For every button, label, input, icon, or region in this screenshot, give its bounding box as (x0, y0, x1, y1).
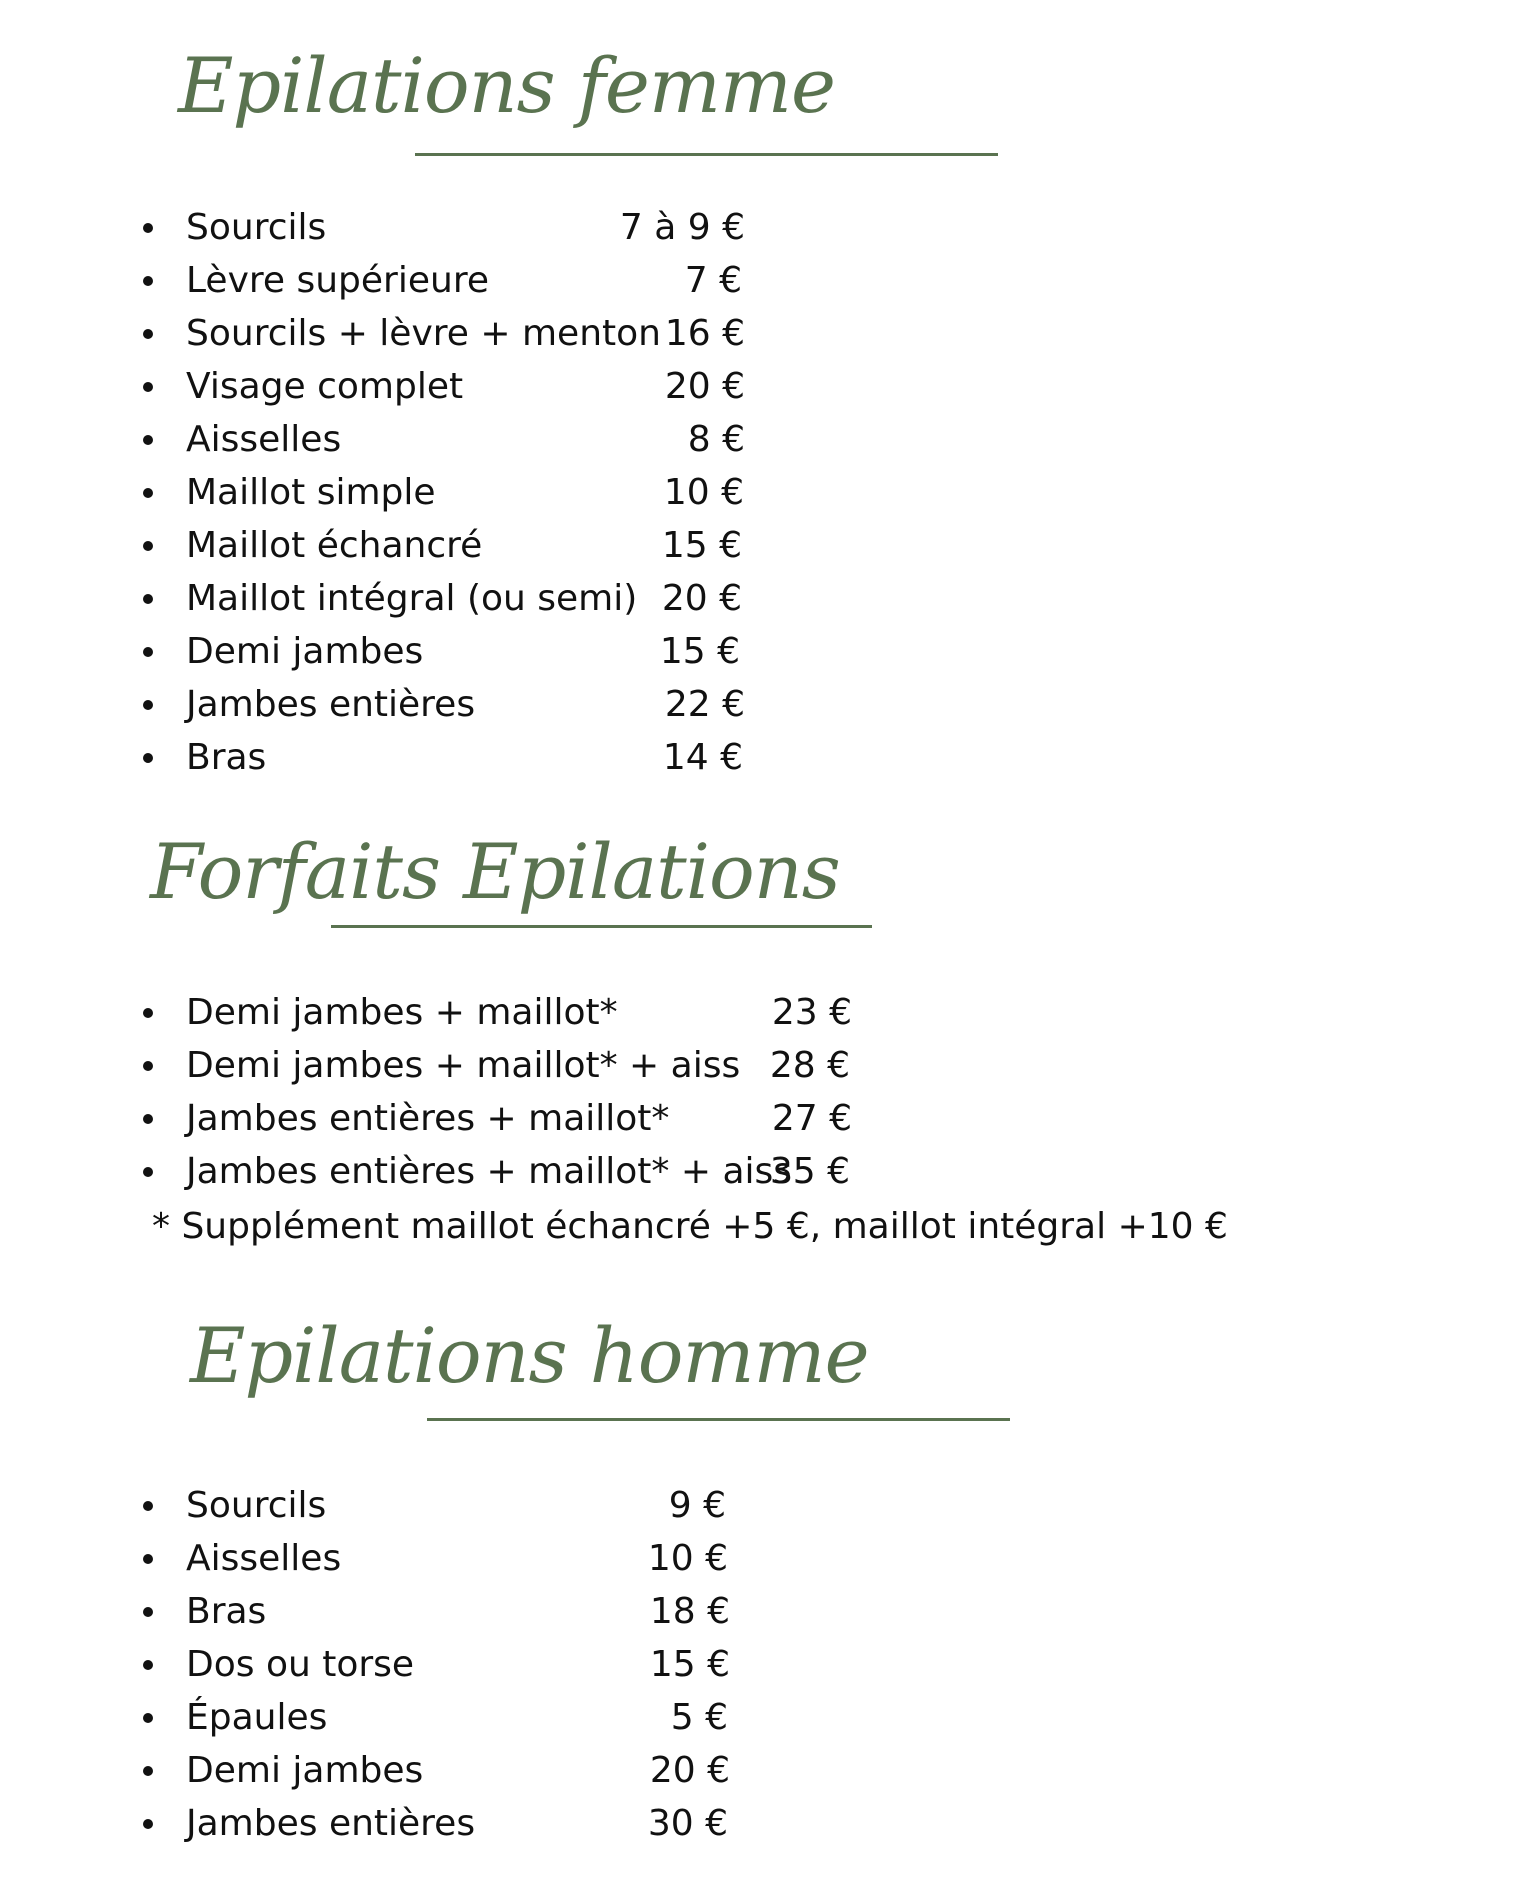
item-label: Jambes entières + maillot* + aiss (186, 1151, 793, 1192)
list-item (0, 254, 800, 307)
item-price: 23 € (771, 992, 852, 1033)
price-list-forfaits (0, 986, 900, 1198)
list-item (0, 1092, 900, 1145)
list-item (0, 572, 800, 625)
item-price: 7 € (684, 260, 742, 301)
item-label: Jambes entières (186, 1803, 476, 1844)
list-item (0, 360, 800, 413)
item-price: 20 € (649, 1750, 730, 1791)
list-item (0, 201, 800, 254)
item-label: Lèvre supérieure (186, 260, 489, 301)
list-item (0, 1691, 800, 1744)
list-item (0, 986, 900, 1039)
item-price: 14 € (662, 737, 743, 778)
item-price: 35 € (769, 1151, 850, 1192)
item-label: Maillot simple (186, 472, 436, 513)
list-item (0, 1479, 800, 1532)
item-price: 7 à 9 € (619, 207, 745, 248)
item-price: 8 € (687, 419, 745, 460)
item-price: 22 € (664, 684, 745, 725)
item-price: 10 € (647, 1538, 728, 1579)
list-item (0, 1039, 900, 1092)
item-label: Épaules (186, 1697, 328, 1738)
list-item (0, 466, 800, 519)
item-price: 20 € (661, 578, 742, 619)
bullet-icon (143, 541, 153, 551)
section-title-forfaits-epilations: Forfaits Epilations (150, 827, 840, 916)
title-underline (415, 153, 998, 156)
price-list-femme (0, 201, 800, 784)
item-label: Sourcils (186, 207, 327, 248)
bullet-icon (143, 1819, 153, 1829)
list-item (0, 1797, 800, 1850)
bullet-icon (143, 1713, 153, 1723)
list-item (0, 731, 800, 784)
list-item (0, 413, 800, 466)
item-label: Maillot échancré (186, 525, 483, 566)
list-item (0, 1744, 800, 1797)
item-label: Demi jambes (186, 631, 424, 672)
item-price: 10 € (663, 472, 744, 513)
bullet-icon (143, 1554, 153, 1564)
list-item (0, 1638, 800, 1691)
item-price: 28 € (769, 1045, 850, 1086)
bullet-icon (143, 1008, 153, 1018)
bullet-icon (143, 753, 153, 763)
item-label: Bras (186, 1591, 267, 1632)
bullet-icon (143, 1114, 153, 1124)
bullet-icon (143, 329, 153, 339)
bullet-icon (143, 1660, 153, 1670)
list-item (0, 307, 800, 360)
bullet-icon (143, 1501, 153, 1511)
item-price: 16 € (664, 313, 745, 354)
bullet-icon (143, 1766, 153, 1776)
bullet-icon (143, 435, 153, 445)
item-price: 5 € (670, 1697, 728, 1738)
item-price: 27 € (771, 1098, 852, 1139)
item-label: Demi jambes (186, 1750, 424, 1791)
item-label: Dos ou torse (186, 1644, 415, 1685)
item-price: 9 € (668, 1485, 726, 1526)
list-item (0, 1145, 900, 1198)
title-underline (427, 1418, 1010, 1421)
item-price: 15 € (649, 1644, 730, 1685)
bullet-icon (143, 276, 153, 286)
item-label: Jambes entières (186, 684, 476, 725)
list-item (0, 625, 800, 678)
item-price: 20 € (664, 366, 745, 407)
bullet-icon (143, 594, 153, 604)
list-item (0, 1532, 800, 1585)
list-item (0, 1585, 800, 1638)
item-price: 15 € (659, 631, 740, 672)
title-underline (331, 925, 872, 928)
list-item (0, 678, 800, 731)
item-label: Sourcils + lèvre + menton (186, 313, 661, 354)
item-price: 18 € (649, 1591, 730, 1632)
item-price: 30 € (647, 1803, 728, 1844)
bullet-icon (143, 647, 153, 657)
bullet-icon (143, 700, 153, 710)
item-label: Visage complet (186, 366, 464, 407)
footnote-supplement: * Supplément maillot échancré +5 €, maillot intégral +10 € (152, 1206, 1228, 1247)
item-label: Aisselles (186, 1538, 342, 1579)
bullet-icon (143, 488, 153, 498)
bullet-icon (143, 223, 153, 233)
bullet-icon (143, 382, 153, 392)
bullet-icon (143, 1061, 153, 1071)
item-label: Bras (186, 737, 267, 778)
price-list-homme (0, 1479, 800, 1850)
item-price: 15 € (661, 525, 742, 566)
list-item (0, 519, 800, 572)
bullet-icon (143, 1607, 153, 1617)
item-label: Jambes entières + maillot* (186, 1098, 670, 1139)
item-label: Aisselles (186, 419, 342, 460)
bullet-icon (143, 1167, 153, 1177)
section-title-epilations-homme: Epilations homme (190, 1311, 869, 1400)
section-title-epilations-femme: Epilations femme (178, 41, 835, 130)
item-label: Demi jambes + maillot* (186, 992, 618, 1033)
item-label: Demi jambes + maillot* + aiss (186, 1045, 741, 1086)
item-label: Maillot intégral (ou semi) (186, 578, 638, 619)
item-label: Sourcils (186, 1485, 327, 1526)
